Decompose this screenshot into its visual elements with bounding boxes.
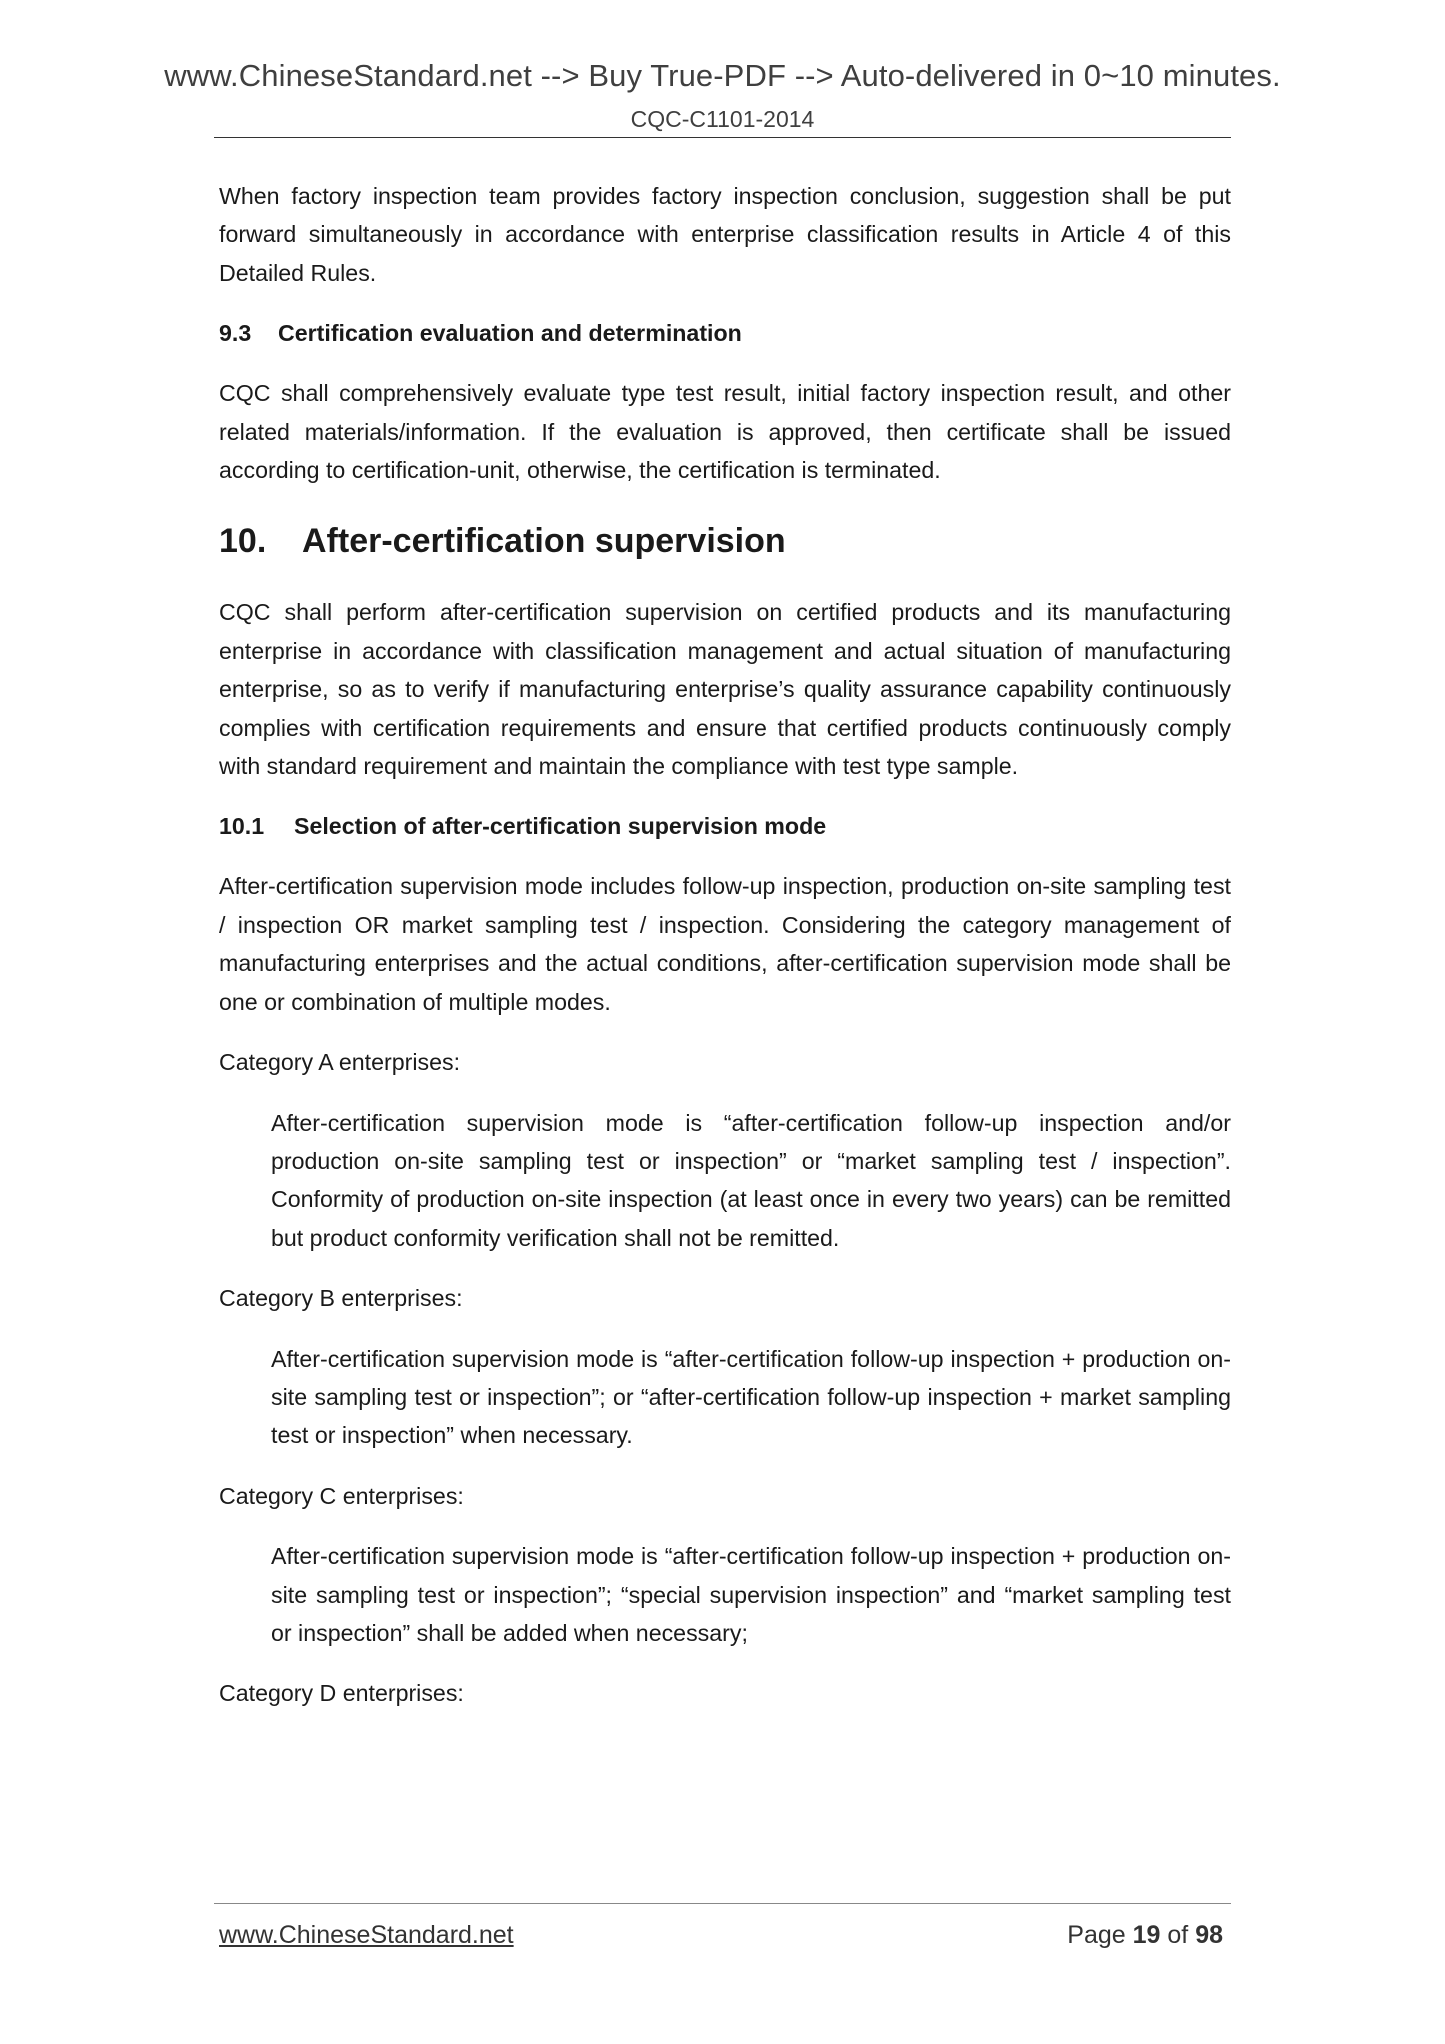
category-b-label: Category B enterprises: — [219, 1285, 463, 1312]
section-9-3-heading — [219, 314, 1231, 352]
section-number: 10.1 — [219, 813, 265, 840]
page-current: 19 — [1132, 1921, 1161, 1949]
section-10-text: CQC shall perform after-certification supervision on certified products and its manufacturing enterprise in accordance with classification management and actual situation of manufacturing enterprise, so as to verify if manufacturing enterprise’s quality assurance capability continuously complies with certification requirements and ensure that certified products continuously comply with standard requirement and maintain the compliance with test type sample. — [219, 599, 1231, 780]
section-10-1-text: After-certification supervision mode includes follow-up inspection, production on-site sampling test / inspection OR market sampling test / inspection. Considering the category management of manufacturing enterprises and the actual conditions, after-certification supervision mode shall be one or combination of multiple modes. — [219, 873, 1231, 1015]
header-divider — [214, 137, 1231, 138]
page-number — [1067, 1921, 1223, 1950]
section-9-3-text: CQC shall comprehensively evaluate type test result, initial factory inspection result, and other related materials/information. If the evaluation is approved, then certificate shall be issued according to certification-unit, otherwise, the certification is terminated. — [219, 380, 1231, 484]
footer-website-link[interactable]: www.ChineseStandard.net — [219, 1921, 514, 1949]
section-title: After-certification supervision — [302, 522, 786, 561]
section-number: 9.3 — [219, 320, 252, 347]
page-prefix: Page — [1067, 1921, 1126, 1949]
section-number: 10. — [219, 522, 267, 561]
page-total: 98 — [1195, 1921, 1223, 1949]
category-d-label: Category D enterprises: — [219, 1680, 464, 1707]
section-title: Certification evaluation and determination — [278, 320, 742, 347]
section-title: Selection of after-certification supervision mode — [294, 813, 827, 840]
page-header-banner: www.ChineseStandard.net --> Buy True-PDF --> Auto-delivered in 0~10 minutes. — [164, 58, 1281, 93]
category-b-text: After-certification supervision mode is “after-certification follow-up inspection + production on-site sampling test or inspection”; or “after-certification follow-up inspection + market sampling test or inspection” when necessary. — [271, 1345, 1231, 1449]
intro-paragraph: When factory inspection team provides factory inspection conclusion, suggestion shall be put forward simultaneously in accordance with enterprise classification results in Article 4 of this Detailed Rules. — [219, 183, 1231, 286]
category-a-text: After-certification supervision mode is “after-certification follow-up inspection and/or production on-site sampling test or inspection” or “market sampling test / inspection”. Conformity of production on-site inspection (at least once in every two years) can be remitted but product conformity verification shall not be remitted. — [271, 1109, 1231, 1251]
footer-divider — [214, 1903, 1231, 1904]
document-id: CQC-C1101-2014 — [630, 106, 815, 132]
document-body — [219, 177, 1231, 1713]
category-c-label: Category C enterprises: — [219, 1482, 464, 1509]
page-of: of — [1167, 1921, 1189, 1949]
section-10-1-heading — [219, 807, 1231, 845]
category-a-label: Category A enterprises: — [219, 1049, 461, 1076]
section-10-heading — [219, 519, 1231, 563]
category-c-text: After-certification supervision mode is “after-certification follow-up inspection + production on-site sampling test or inspection”; “special supervision inspection” and “market sampling test or inspection” shall be added when necessary; — [271, 1543, 1231, 1646]
